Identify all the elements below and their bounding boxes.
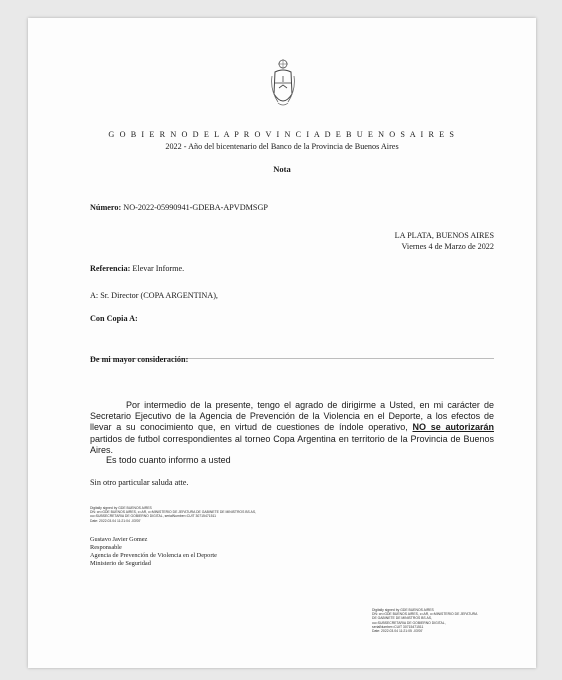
con-copia-label: Con Copia A: [90,314,138,323]
signature-line: Digitally signed by GDE BUENOS AIRES [90,506,152,510]
signatory-agency: Agencia de Prevención de Violencia en el Deporte [90,552,217,559]
signature-line: DE GABINETE DE MINISTROS BS AS, [372,616,432,621]
closing-line: Es todo cuanto informo a usted [106,455,231,465]
place: LA PLATA, BUENOS AIRES [394,231,494,240]
signature-line: Date: 2022.03.04 11:21:05 -03'00' [372,629,423,634]
signatory-name: Gustavo Javier Gomez [90,536,148,543]
referencia-line [90,264,184,273]
signature-line: Date: 2022.03.04 11:21:04 -03'00' [90,518,141,523]
recipient-line [90,291,218,300]
year-motto: 2022 - Año del bicentenario del Banco de la Provincia de Buenos Aires [165,142,399,151]
signatory-role: Responsable [90,544,122,551]
farewell: Sin otro particular saluda atte. [90,478,189,487]
document-page [28,18,536,668]
signature-line: DN: cn=GDE BUENOS AIRES, c=AR, o=MINISTERIO DE JEFATURA [372,612,478,617]
signature-line: DN: cn=GDE BUENOS AIRES, c=AR, o=MINISTERIO DE JEFATURA DE GABINETE DE MINISTROS BS AS, [90,510,257,515]
recipient-label: A: [90,291,99,300]
document-type: Nota [273,164,291,174]
referencia-label: Referencia: [90,264,131,273]
signature-line: ou=SUBSECRETARIA DE GOBIERNO DIGITAL, serialNumber=CUIT 30715471511 [90,514,217,519]
date: Viernes 4 de Marzo de 2022 [401,242,494,251]
signature-line: ou=SUBSECRETARIA DE GOBIERNO DIGITAL, [372,620,446,625]
government-header: G O B I E R N O D E L A P R O V I N C I A D E B U E N O S A I R E S [108,130,456,139]
numero-line [90,203,268,212]
body-text [90,400,494,456]
body-part-1: Por intermedio de la presente, tengo el agrado de dirigirme a Usted, en mi carácter de Secretario Ejecutivo de la Agencia de Prevención de la Violencia en el Deporte, a los efectos de llevar a su conocimiento que, en virtud de cuestiones de índole operativo, [90,400,494,433]
referencia-value: Elevar Informe. [132,264,185,273]
body-part-2: partidos de futbol correspondientes al torneo Copa Argentina en territorio de la Provincia de Buenos Aires. [90,433,494,455]
body-emphasis: NO se autorizarán [412,422,494,433]
signatory-block [90,536,217,568]
salutation: De mi mayor consideración: [90,355,189,364]
digital-signature-block-2 [372,608,477,633]
numero-label: Número: [90,203,122,212]
digital-signature-block-1 [90,506,256,523]
coat-of-arms-icon [270,58,296,116]
signature-line: Digitally signed by GDE BUENOS AIRES [372,608,434,612]
signature-line: serialNumber=CUIT 30715471511 [372,624,424,629]
numero-value: NO-2022-05990941-GDEBA-APVDMSGP [123,203,268,212]
body-paragraph [90,400,494,456]
recipient-value: Sr. Director (COPA ARGENTINA), [100,291,218,300]
signatory-ministry: Ministerio de Seguridad [90,560,151,567]
